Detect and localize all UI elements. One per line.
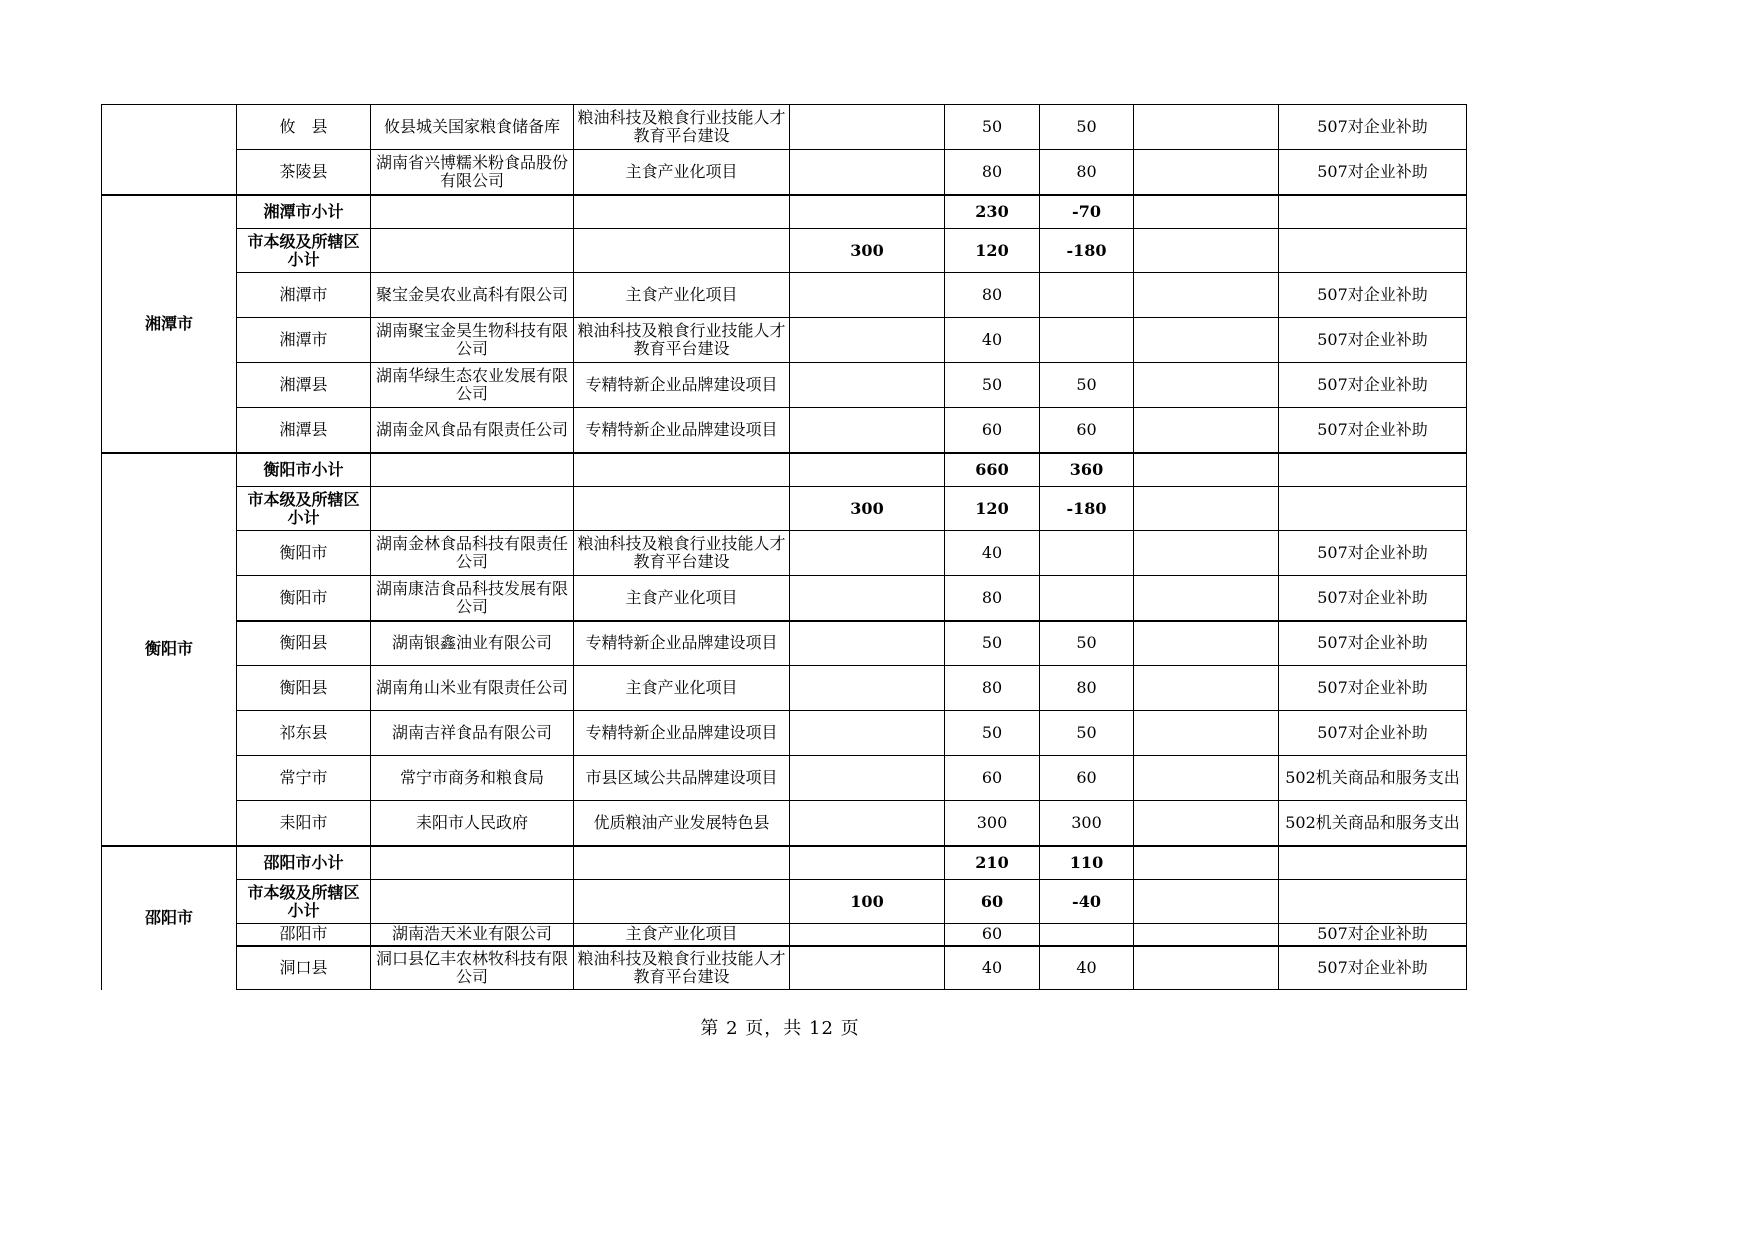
econ-class-cell: 507对企业补助 [1279, 150, 1467, 195]
econ-class-cell: 507对企业补助 [1279, 105, 1467, 150]
unit-cell: 湖南华绿生态农业发展有限公司 [371, 363, 574, 408]
amount-cell: 50 [1040, 711, 1134, 756]
amount-cell [1134, 801, 1279, 846]
county-cell: 衡阳县 [237, 666, 371, 711]
econ-class-cell: 507对企业补助 [1279, 318, 1467, 363]
amount-cell: -70 [1040, 195, 1134, 229]
amount-cell: 50 [945, 711, 1040, 756]
amount-cell: 60 [1040, 408, 1134, 453]
amount-cell: 80 [1040, 666, 1134, 711]
table-row [102, 946, 1467, 990]
project-cell: 专精特新企业品牌建设项目 [574, 711, 790, 756]
unit-cell: 攸县城关国家粮食储备库 [371, 105, 574, 150]
county-cell: 湘潭市 [237, 318, 371, 363]
project-cell: 优质粮油产业发展特色县 [574, 801, 790, 846]
econ-class-cell: 507对企业补助 [1279, 408, 1467, 453]
amount-cell: 50 [1040, 363, 1134, 408]
county-cell: 衡阳县 [237, 621, 371, 666]
subtotal-label: 湘潭市小计 [237, 195, 371, 229]
amount-cell: 300 [790, 229, 945, 273]
amount-cell: 40 [945, 318, 1040, 363]
amount-cell: -180 [1040, 229, 1134, 273]
amount-cell [790, 711, 945, 756]
project-cell: 专精特新企业品牌建设项目 [574, 363, 790, 408]
county-cell: 洞口县 [237, 946, 371, 990]
econ-class-cell: 507对企业补助 [1279, 273, 1467, 318]
amount-cell [790, 105, 945, 150]
amount-cell [1134, 621, 1279, 666]
econ-class-cell: 507对企业补助 [1279, 711, 1467, 756]
amount-cell [1134, 150, 1279, 195]
unit-cell: 洞口县亿丰农林牧科技有限公司 [371, 946, 574, 990]
project-cell: 市县区域公共品牌建设项目 [574, 756, 790, 801]
amount-cell: 120 [945, 487, 1040, 531]
amount-cell: 40 [945, 946, 1040, 990]
unit-cell: 常宁市商务和粮食局 [371, 756, 574, 801]
unit-cell: 湖南银鑫油业有限公司 [371, 621, 574, 666]
amount-cell: 660 [945, 453, 1040, 487]
table-row [102, 621, 1467, 666]
amount-cell [1134, 666, 1279, 711]
amount-cell [1134, 576, 1279, 621]
project-cell: 主食产业化项目 [574, 576, 790, 621]
county-cell: 攸 县 [237, 105, 371, 150]
table-row [102, 150, 1467, 195]
amount-cell: 210 [945, 846, 1040, 880]
table-row [102, 924, 1467, 946]
county-cell: 湘潭县 [237, 408, 371, 453]
amount-cell: 60 [1040, 756, 1134, 801]
amount-cell: 60 [945, 408, 1040, 453]
project-cell: 粮油科技及粮食行业技能人才教育平台建设 [574, 105, 790, 150]
amount-cell [1134, 756, 1279, 801]
city-cell: 邵阳市 [102, 846, 237, 990]
amount-cell [790, 408, 945, 453]
amount-cell: 50 [945, 363, 1040, 408]
project-cell: 主食产业化项目 [574, 666, 790, 711]
citylevel-row [102, 229, 1467, 273]
table-row [102, 756, 1467, 801]
amount-cell [1134, 924, 1279, 946]
table-row [102, 363, 1467, 408]
city-cell: 湘潭市 [102, 195, 237, 453]
amount-cell: 80 [945, 666, 1040, 711]
project-cell: 粮油科技及粮食行业技能人才教育平台建设 [574, 531, 790, 576]
subtotal-row [102, 195, 1467, 229]
amount-cell [790, 273, 945, 318]
table-row [102, 576, 1467, 621]
county-cell: 耒阳市 [237, 801, 371, 846]
amount-cell [790, 531, 945, 576]
amount-cell [790, 621, 945, 666]
amount-cell: 80 [945, 576, 1040, 621]
project-cell: 粮油科技及粮食行业技能人才教育平台建设 [574, 946, 790, 990]
amount-cell: -180 [1040, 487, 1134, 531]
amount-cell [790, 756, 945, 801]
amount-cell: 50 [1040, 621, 1134, 666]
econ-class-cell: 507对企业补助 [1279, 363, 1467, 408]
amount-cell [1040, 924, 1134, 946]
amount-cell: 360 [1040, 453, 1134, 487]
subtotal-row [102, 453, 1467, 487]
project-cell: 专精特新企业品牌建设项目 [574, 621, 790, 666]
econ-class-cell: 507对企业补助 [1279, 576, 1467, 621]
page-number-footer: 第 2 页，共 12 页 [700, 1018, 860, 1039]
amount-cell [1134, 946, 1279, 990]
amount-cell [1134, 711, 1279, 756]
econ-class-cell: 502机关商品和服务支出 [1279, 801, 1467, 846]
econ-class-cell: 502机关商品和服务支出 [1279, 756, 1467, 801]
county-cell: 常宁市 [237, 756, 371, 801]
unit-cell: 湖南角山米业有限责任公司 [371, 666, 574, 711]
table-row [102, 318, 1467, 363]
amount-cell [1040, 273, 1134, 318]
amount-cell [790, 318, 945, 363]
county-cell: 茶陵县 [237, 150, 371, 195]
county-cell: 邵阳市 [237, 924, 371, 946]
unit-cell: 湖南浩天米业有限公司 [371, 924, 574, 946]
amount-cell [1134, 408, 1279, 453]
unit-cell: 湖南省兴博糯米粉食品股份有限公司 [371, 150, 574, 195]
unit-cell: 聚宝金昊农业高科有限公司 [371, 273, 574, 318]
table-row [102, 801, 1467, 846]
econ-class-cell: 507对企业补助 [1279, 531, 1467, 576]
project-cell: 粮油科技及粮食行业技能人才教育平台建设 [574, 318, 790, 363]
project-cell: 专精特新企业品牌建设项目 [574, 408, 790, 453]
table-row [102, 666, 1467, 711]
amount-cell: 50 [945, 105, 1040, 150]
county-cell: 衡阳市 [237, 531, 371, 576]
table-row [102, 273, 1467, 318]
amount-cell [790, 801, 945, 846]
citylevel-label: 市本级及所辖区小计 [237, 229, 371, 273]
citylevel-row [102, 880, 1467, 924]
amount-cell [1040, 318, 1134, 363]
econ-class-cell: 507对企业补助 [1279, 924, 1467, 946]
econ-class-cell: 507对企业补助 [1279, 666, 1467, 711]
amount-cell: 110 [1040, 846, 1134, 880]
citylevel-row [102, 487, 1467, 531]
project-cell: 主食产业化项目 [574, 924, 790, 946]
amount-cell: 50 [945, 621, 1040, 666]
amount-cell: 300 [1040, 801, 1134, 846]
amount-cell [1040, 576, 1134, 621]
amount-cell: 60 [945, 924, 1040, 946]
city-cell-continued [102, 105, 237, 195]
unit-cell: 湖南金风食品有限责任公司 [371, 408, 574, 453]
amount-cell [1134, 531, 1279, 576]
amount-cell [1134, 105, 1279, 150]
amount-cell: 300 [945, 801, 1040, 846]
amount-cell: 300 [790, 487, 945, 531]
unit-cell: 耒阳市人民政府 [371, 801, 574, 846]
amount-cell [790, 666, 945, 711]
county-cell: 湘潭县 [237, 363, 371, 408]
amount-cell [790, 946, 945, 990]
unit-cell: 湖南吉祥食品有限公司 [371, 711, 574, 756]
amount-cell [1134, 318, 1279, 363]
amount-cell [790, 363, 945, 408]
subtotal-label: 邵阳市小计 [237, 846, 371, 880]
county-cell: 湘潭市 [237, 273, 371, 318]
amount-cell [1040, 531, 1134, 576]
table-row [102, 408, 1467, 453]
econ-class-cell: 507对企业补助 [1279, 946, 1467, 990]
amount-cell [790, 150, 945, 195]
amount-cell: 40 [945, 531, 1040, 576]
project-cell: 主食产业化项目 [574, 273, 790, 318]
econ-class-cell: 507对企业补助 [1279, 621, 1467, 666]
city-cell: 衡阳市 [102, 453, 237, 846]
amount-cell: 100 [790, 880, 945, 924]
citylevel-label: 市本级及所辖区小计 [237, 880, 371, 924]
amount-cell: 120 [945, 229, 1040, 273]
amount-cell [1134, 273, 1279, 318]
table-row [102, 105, 1467, 150]
subtotal-row [102, 846, 1467, 880]
unit-cell: 湖南金林食品科技有限责任公司 [371, 531, 574, 576]
unit-cell: 湖南康洁食品科技发展有限公司 [371, 576, 574, 621]
unit-cell: 湖南聚宝金昊生物科技有限公司 [371, 318, 574, 363]
amount-cell: 80 [1040, 150, 1134, 195]
county-cell: 衡阳市 [237, 576, 371, 621]
amount-cell: -40 [1040, 880, 1134, 924]
amount-cell: 80 [945, 150, 1040, 195]
subtotal-label: 衡阳市小计 [237, 453, 371, 487]
amount-cell: 60 [945, 880, 1040, 924]
amount-cell [790, 576, 945, 621]
amount-cell: 40 [1040, 946, 1134, 990]
allocation-table [101, 104, 1467, 990]
project-cell: 主食产业化项目 [574, 150, 790, 195]
amount-cell: 60 [945, 756, 1040, 801]
amount-cell: 230 [945, 195, 1040, 229]
amount-cell: 50 [1040, 105, 1134, 150]
citylevel-label: 市本级及所辖区小计 [237, 487, 371, 531]
table-row [102, 531, 1467, 576]
amount-cell [1134, 363, 1279, 408]
amount-cell [790, 924, 945, 946]
amount-cell: 80 [945, 273, 1040, 318]
table-row [102, 711, 1467, 756]
county-cell: 祁东县 [237, 711, 371, 756]
